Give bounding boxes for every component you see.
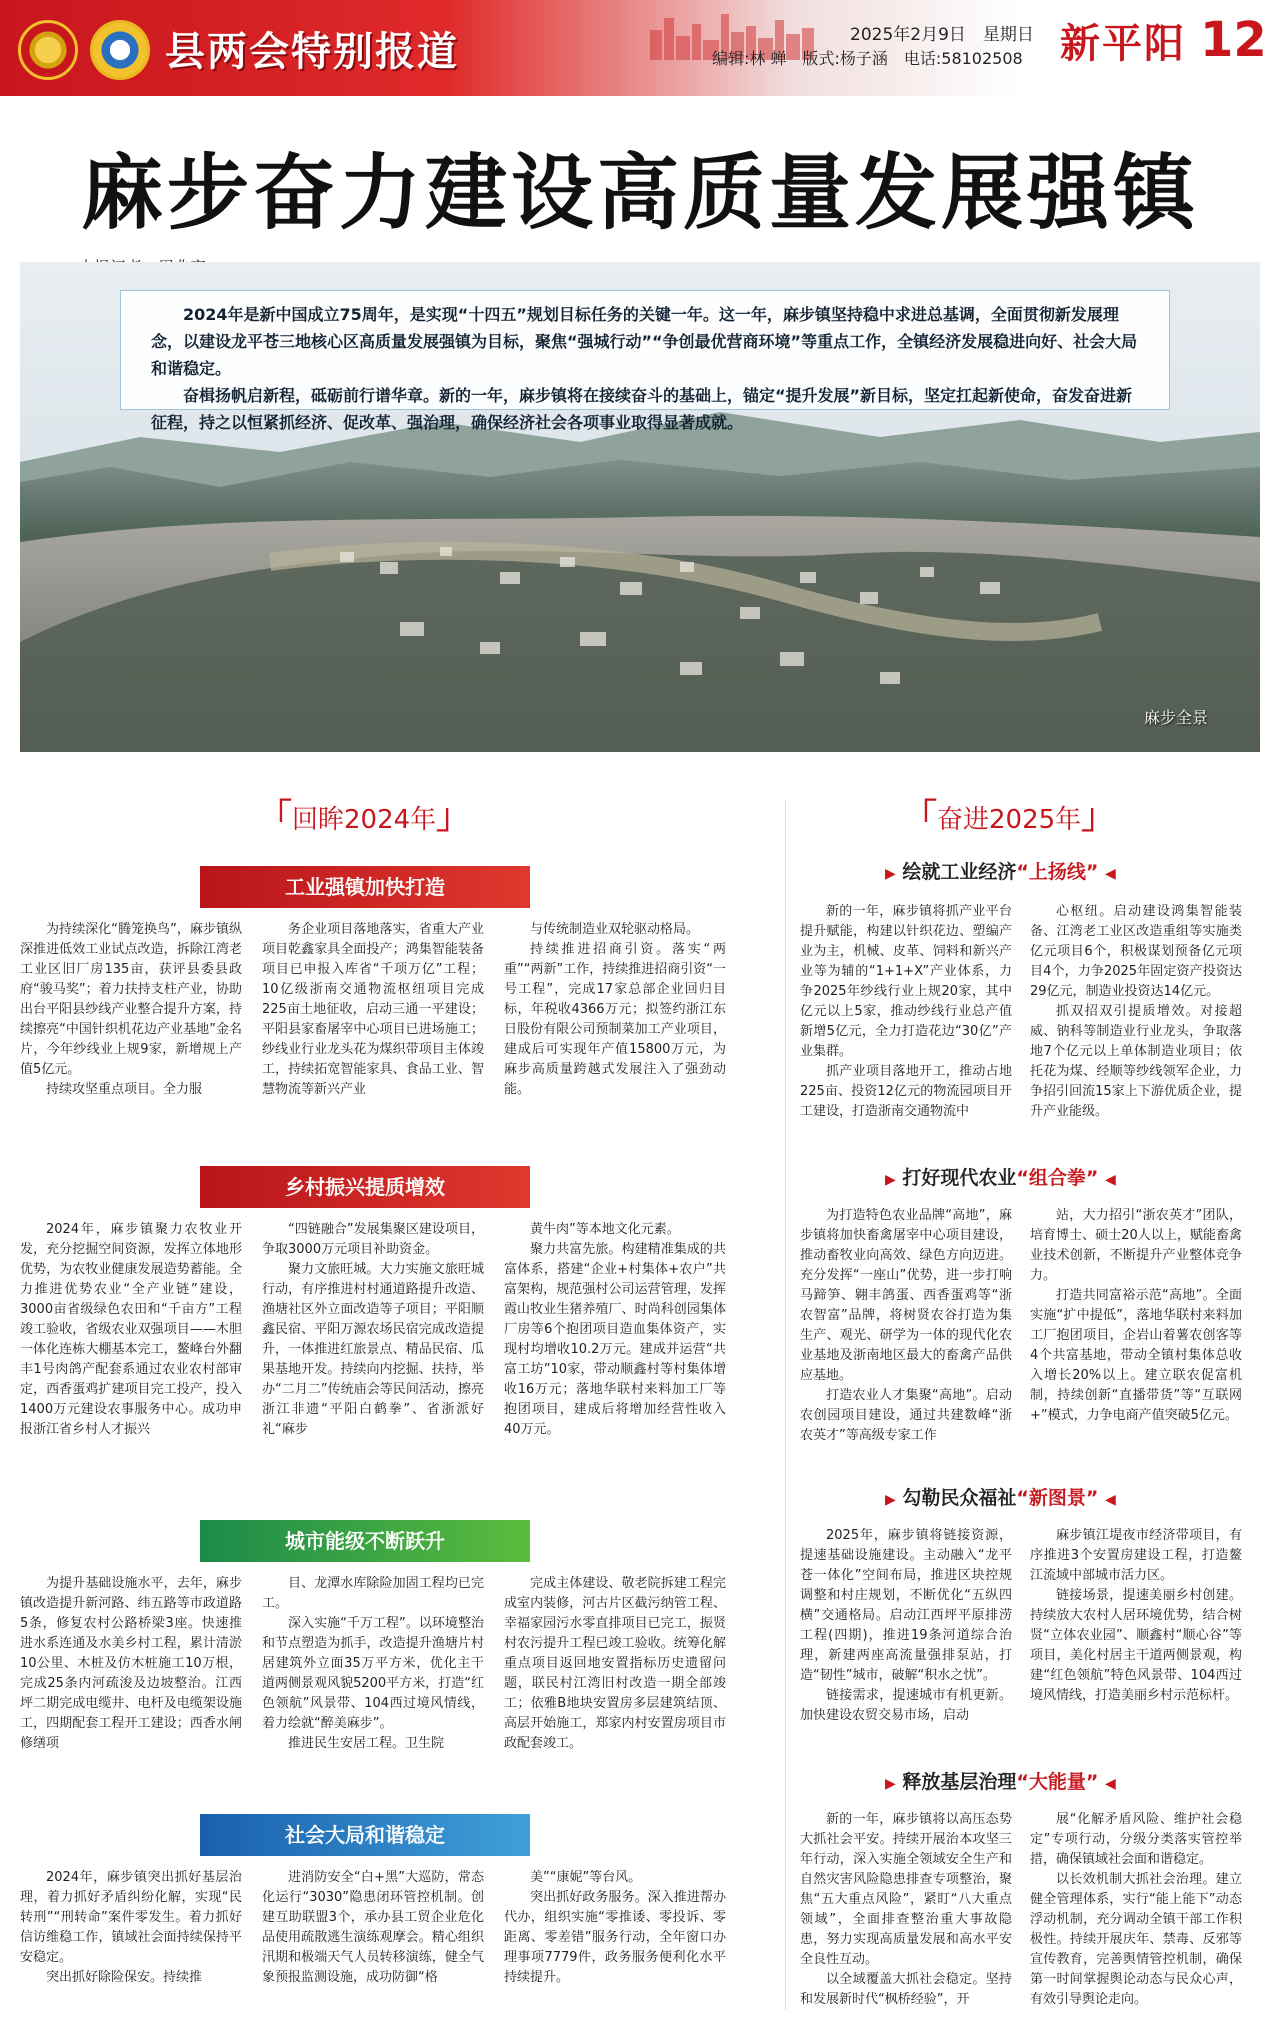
- article-text: 为提升基础设施水平，去年，麻步镇改造提升新河路、纬五路等市政道路5条，修复农村公路桥梁3座。快速推进水系连通及水美乡村工程，累计清淤10公里、木桩及仿木桩施工10万根，完成25条内河疏浚及边坡整治。江西坪二期完成电缆井、电杆及电缆架设施工，四期配套工程开工建设；西香水闸修缮项: [20, 1576, 242, 1751]
- article-text: 美”“康妮”等台风。 突出抓好政务服务。深入推进帮办代办，组织实施“零推诿、零投诉、零距离、零差错”服务行动，全年窗口办理事项7779件，政务服务便利化水平持续提升。: [504, 1870, 726, 1985]
- article-text: 黄牛肉”等本地文化元素。 聚力共富先旅。构建精准集成的共富体系，搭建“企业+村集体+农户”共富架构，规范强村公司运营管理，发挥霞山牧业生猪养殖厂、时尚科创园集体厂房等6个抱团项目造血集体资产，实现村均增收10.2万元。建成并运营“共富工坊”10家，带动顺鑫村等村集体增收16万元；落地华联村来料加工厂等抱团项目，建成后将增加经营性收入40万元。: [504, 1222, 726, 1437]
- article-text: 进消防安全“白+黑”大巡防，常态化运行“3030”隐患闭环管控机制。创建互助联盟3个，承办县工贸企业危化品使用疏散逃生演练观摩会。精心组织汛期和极端天气人员转移演练，健全气象预报监测设施，成功防御“格: [262, 1870, 484, 1985]
- article-text: 2024年，麻步镇突出抓好基层治理，着力抓好矛盾纠纷化解，实现“民转刑”“刑转命”案件零发生。着力抓好信访维稳工作，镇域社会面持续保持平安稳定。 突出抓好除险保安。持续推: [20, 1870, 242, 1985]
- lead-paragraph: 2024年是新中国成立75周年，是实现“十四五”规划目标任务的关键一年。这一年，麻步镇坚持稳中求进总基调，全面贯彻新发展理念，以建设龙平苍三地核心区高质量发展强镇为目标，聚焦“强城行动”“争创最优营商环境”等重点工作，全镇经济发展稳进向好、社会大局和谐稳定。: [151, 305, 1138, 378]
- article-text: 2025年，麻步镇将链接资源，提速基础设施建设。主动融入“龙平苍一体化”空间布局，推进区块控规调整和村庄规划，不断优化“五纵四横”交通格局。启动江西坪平原排涝工程(四期)，推进19条河道综合治理，新建两座高流量强排泵站，打造“韧性”城市，破解“积水之忧”。 链接需求，提速城市有机更新。加快建设农贸交易市场，启动: [800, 1528, 1012, 1723]
- panorama-photo: [20, 262, 1260, 752]
- newspaper-logo: 新平阳: [1060, 20, 1186, 67]
- article-text: 为持续深化“腾笼换鸟”，麻步镇纵深推进低效工业试点改造，拆除江湾老工业区旧厂房135亩，获评县委县政府“骏马奖”；着力扶持支柱产业，协助出台平阳县纱线产业整合提升方案，持续擦亮“中国针织机花边产业基地”金名片，今年纱线业上规9家，新增规上产值5亿元。 持续攻坚重点项目。全力服: [20, 922, 242, 1097]
- subheading-industry: ▶ 绘就工业经济“上扬线” ◀: [885, 861, 1116, 883]
- article-text: 站，大力招引“浙农英才”团队，培育博士、硕士20人以上，赋能畜禽业技术创新，不断提升产业整体竞争力。 打造共同富裕示范“高地”。全面实施“扩中提低”，落地华联村来料加工厂抱团项目，企岩山着薯农创客等4个共富基地，带动全镇村集体总收入增长20%以上。建立联农促富机制，持续创新“直播带货”等“互联网+”模式，力争电商产值突破5亿元。: [1030, 1208, 1242, 1423]
- subheading-livelihood: ▶ 勾勒民众福祉“新图景” ◀: [885, 1487, 1116, 1509]
- issue-date: 2025年2月9日 星期日: [850, 25, 1034, 45]
- section-title: 县两会特别报道: [165, 29, 459, 75]
- article-text: 心枢纽。启动建设鸿集智能装备、江湾老工业区改造重组等实施类亿元项目6个，积极谋划预备亿元项目4个，力争2025年固定资产投资达29亿元，制造业投资达14亿元。 抓双招双引提质增效。对接超威、钠科等制造业行业龙头，争取落地7个亿元以上单体制造业项目；依托花为煤、经顺等纱线领军企业，力争招引回流15家上下游优质企业，提升产业能级。: [1030, 904, 1242, 1119]
- article-text: 2024年，麻步镇聚力农牧业开发，充分挖掘空间资源，发挥立体地形优势，为农牧业健康发展造势蓄能。全力推进优势农业“全产业链”建设，3000亩省级绿色农田和“千亩方”工程竣工验收，省级农业双强项目——木胆一体化连栋大棚基本完工，鳌峰台外翻丰1号肉鸽产配套系通过农业农村部审定，西香蛋鸡扩建项目完工投产，投入1400万元建设农事服务中心。成功申报浙江省乡村人才振兴: [20, 1222, 242, 1437]
- national-emblem-icon: [18, 20, 78, 80]
- lead-paragraph: 奋楫扬帆启新程，砥砺前行谱华章。新的一年，麻步镇将在接续奋斗的基础上，锚定“提升发展”新目标，坚定扛起新使命，奋发奋进新征程，持之以恒紧抓经济、促改革、强治理，确保经济社会各项事业取得显著成就。: [151, 386, 1133, 432]
- left-column-title: 「回眸2024年」: [258, 797, 471, 837]
- article-text: 展“化解矛盾风险、维护社会稳定”专项行动，分级分类落实管控举措，确保镇域社会面和谐稳定。 以长效机制大抓社会治理。建立健全管理体系，实行“能上能下”动态浮动机制，充分调动全镇干部工作积极性。持续开展庆年、禁毒、反邪等宣传教育，完善舆情管控机制，确保第一时间掌握舆论动态与民众心声，有效引导舆论走向。: [1030, 1812, 1242, 2007]
- lead-paragraphs: [120, 290, 1170, 432]
- article-text: 务企业项目落地落实，省重大产业项目乾鑫家具全面投产；鸿集智能装备项目已申报入库省“千项万亿”工程；10亿级浙南交通物流枢纽项目完成225亩土地征收，启动三通一平建设；平阳县家畜屠宰中心项目已进场施工；纱线业行业龙头花为煤织带项目主体竣工，持续拓宽智能家具、食品工业、智慧物流等新兴产业: [262, 922, 484, 1097]
- article-text: 与传统制造业双轮驱动格局。 持续推进招商引资。落实“两重”“两新”工作，持续推进招商引资“一号工程”，完成17家总部企业回归目标，年税收4366万元；拟签约浙江东日股份有限公司预制菜加工产业项目，建成后可实现年产值15800万元，为麻步高质量跨越式发展注入了强劲动能。: [504, 922, 726, 1097]
- subheading-agriculture: ▶ 打好现代农业“组合拳” ◀: [885, 1167, 1116, 1189]
- section-tab-urban: 城市能级不断跃升: [200, 1520, 530, 1562]
- page-number: 12: [1200, 12, 1267, 68]
- section-tab-rural: 乡村振兴提质增效: [200, 1166, 530, 1208]
- article-text: 麻步镇江堤夜市经济带项目，有序推进3个安置房建设工程，打造鳌江流域中部城市活力区。 链接场景，提速美丽乡村创建。持续放大农村人居环境优势，结合树贤“立体农业园”、顺鑫村“顺心谷”等项目，美化村居主干道两侧景观，构建“红色领航”特色风景带、104西过境风情线，打造美丽乡村示范标杆。: [1030, 1528, 1242, 1703]
- cppcc-emblem-icon: [90, 20, 150, 80]
- article-text: 为打造特色农业品牌“高地”，麻步镇将加快畜禽屠宰中心项目建设，推动畜牧业向高效、绿色方向迈进。充分发挥“一座山”优势，进一步打响马蹄笋、翱丰鸽蛋、西香蛋鸡等“浙农智富”品牌，将树贤农谷打造为集生产、观光、研学为一体的现代化农业基地及浙南地区最大的畜禽产品供应基地。 打造农业人才集聚“高地”。启动农创园项目建设，通过共建数峰“浙农英才”等高级专家工作: [800, 1208, 1012, 1443]
- photo-caption: 麻步全景: [1144, 708, 1209, 727]
- column-divider: [785, 800, 786, 2010]
- subheading-governance: ▶ 释放基层治理“大能量” ◀: [885, 1771, 1116, 1793]
- article-text: “四链融合”发展集聚区建设项目，争取3000万元项目补助资金。 聚力文旅旺城。大力实施文旅旺城行动，有序推进村村通道路提升改造、渔塘社区外立面改造等子项目；平阳顺鑫民宿、平阳万源农场民宿完成改造提升，一体推进红旅景点、精品民宿、瓜果基地开发。持续向内挖掘、扶持，举办“二月二”传统庙会等民间活动，擦亮浙江非遗“平阳白鹤拳”、省浙派好礼“麻步: [262, 1222, 484, 1437]
- section-tab-society: 社会大局和谐稳定: [200, 1814, 530, 1856]
- editor-info: 编辑:林 蝉 版式:杨子涵 电话:58102508: [712, 49, 1023, 68]
- article-text: 新的一年，麻步镇将抓产业平台提升赋能，构建以针织花边、塑编产业为主，机械、皮革、饲料和新兴产业等为辅的“1+1+X”产业体系，力争2025年纱线行业上规20家，其中亿元以上5家，推动纱线行业总产值新增5亿元，全力打造花边“30亿”产业集群。 抓产业项目落地开工，推动占地225亩、投资12亿元的物流园项目开工建设，打造浙南交通物流中: [800, 904, 1012, 1119]
- right-column-title: 「奋进2025年」: [903, 797, 1116, 837]
- headline: 麻步奋力建设高质量发展强镇: [80, 146, 1199, 241]
- section-tab-industry: 工业强镇加快打造: [200, 866, 530, 908]
- article-text: 目、龙潭水库除险加固工程均已完工。 深入实施“千万工程”。以环境整治和节点塑造为抓手，改造提升渔塘片村居建筑外立面35万平方米，优化主干道两侧景观风貌5200平方米，打造“红色领航”风景带、104西过境风情线，着力绘就“醉美麻步”。 推进民生安居工程。卫生院: [262, 1576, 484, 1751]
- article-text: 完成主体建设、敬老院拆建工程完成室内装修，河古片区截污纳管工程、幸福家园污水零直排项目已完工，振贤村农污提升工程已竣工验收。统筹化解重点项目返回地安置指标历史遗留问题，联民村江湾旧村改造一期全部竣工；依雅B地块安置房多层建筑结顶、高层开始施工，郑家内村安置房项目市政配套竣工。: [504, 1576, 726, 1751]
- header-banner: [0, 0, 1280, 96]
- article-text: 新的一年，麻步镇将以高压态势大抓社会平安。持续开展治本攻坚三年行动，深入实施全领域安全生产和自然灾害风险隐患排查专项整治，聚焦“五大重点风险”，紧盯“八大重点领域”，全面排查整治重大事故隐患，努力实现高质量发展和高水平安全良性互动。 以全域覆盖大抓社会稳定。坚持和发展新时代“枫桥经验”，开: [800, 1812, 1012, 2007]
